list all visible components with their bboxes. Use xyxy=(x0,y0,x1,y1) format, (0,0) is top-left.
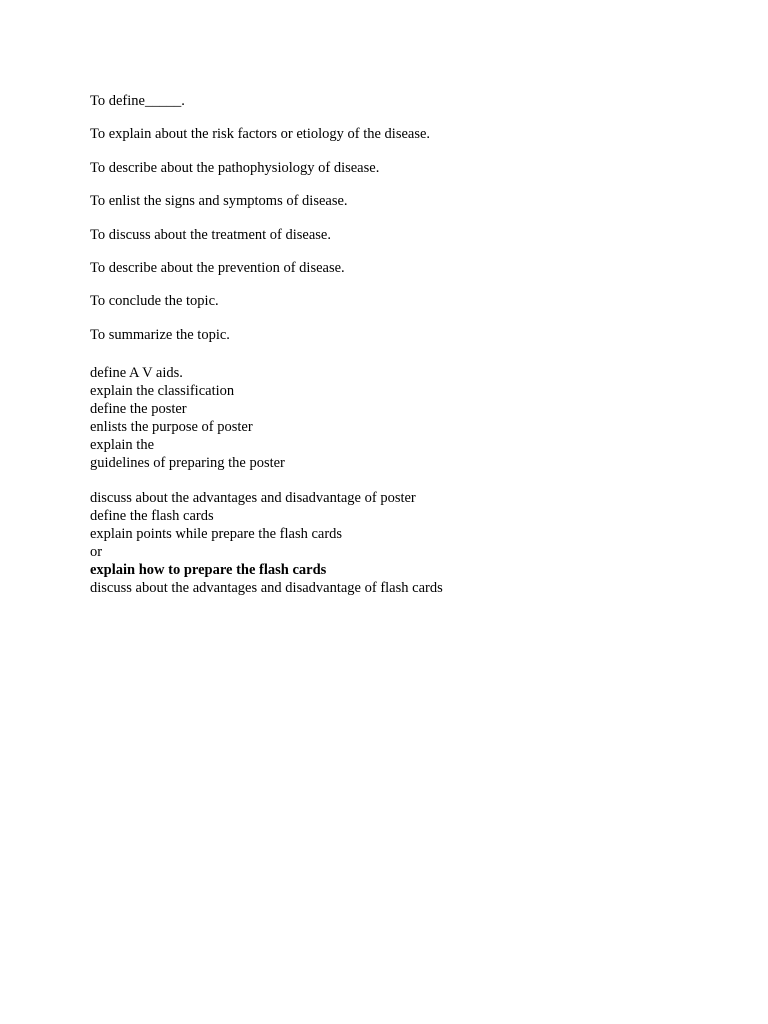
objectives-list xyxy=(90,92,710,344)
flash-cards-line: define the flash cards xyxy=(90,507,214,524)
objective-conclude: To conclude the topic. xyxy=(90,293,219,310)
av-aids-section xyxy=(90,364,710,472)
flash-cards-line: or xyxy=(90,543,103,560)
av-aids-line: define A V aids. xyxy=(90,364,183,381)
av-aids-line: define the poster xyxy=(90,400,187,417)
flash-cards-section xyxy=(90,489,710,597)
av-aids-line: explain the xyxy=(90,436,155,453)
objective-pathophysiology: To describe about the pathophysiology of disease. xyxy=(90,159,380,176)
objective-summarize: To summarize the topic. xyxy=(90,326,230,343)
objective-define: To define_____. xyxy=(90,93,185,109)
flash-cards-line: explain points while prepare the flash cards xyxy=(90,525,343,542)
av-aids-line: explain the classification xyxy=(90,382,235,399)
av-aids-line: enlists the purpose of poster xyxy=(90,418,253,435)
flash-cards-line: discuss about the advantages and disadvantage of flash cards xyxy=(90,579,443,596)
objective-treatment: To discuss about the treatment of disease. xyxy=(90,226,331,243)
flash-cards-line: discuss about the advantages and disadvantage of poster xyxy=(90,489,416,506)
objective-signs-symptoms: To enlist the signs and symptoms of disease. xyxy=(90,193,348,210)
objective-risk-factors: To explain about the risk factors or etiology of the disease. xyxy=(90,126,431,143)
objective-prevention: To describe about the prevention of disease. xyxy=(90,259,345,276)
document-page xyxy=(90,92,710,597)
av-aids-line: guidelines of preparing the poster xyxy=(90,454,285,471)
flash-cards-line-bold: explain how to prepare the flash cards xyxy=(90,561,327,578)
